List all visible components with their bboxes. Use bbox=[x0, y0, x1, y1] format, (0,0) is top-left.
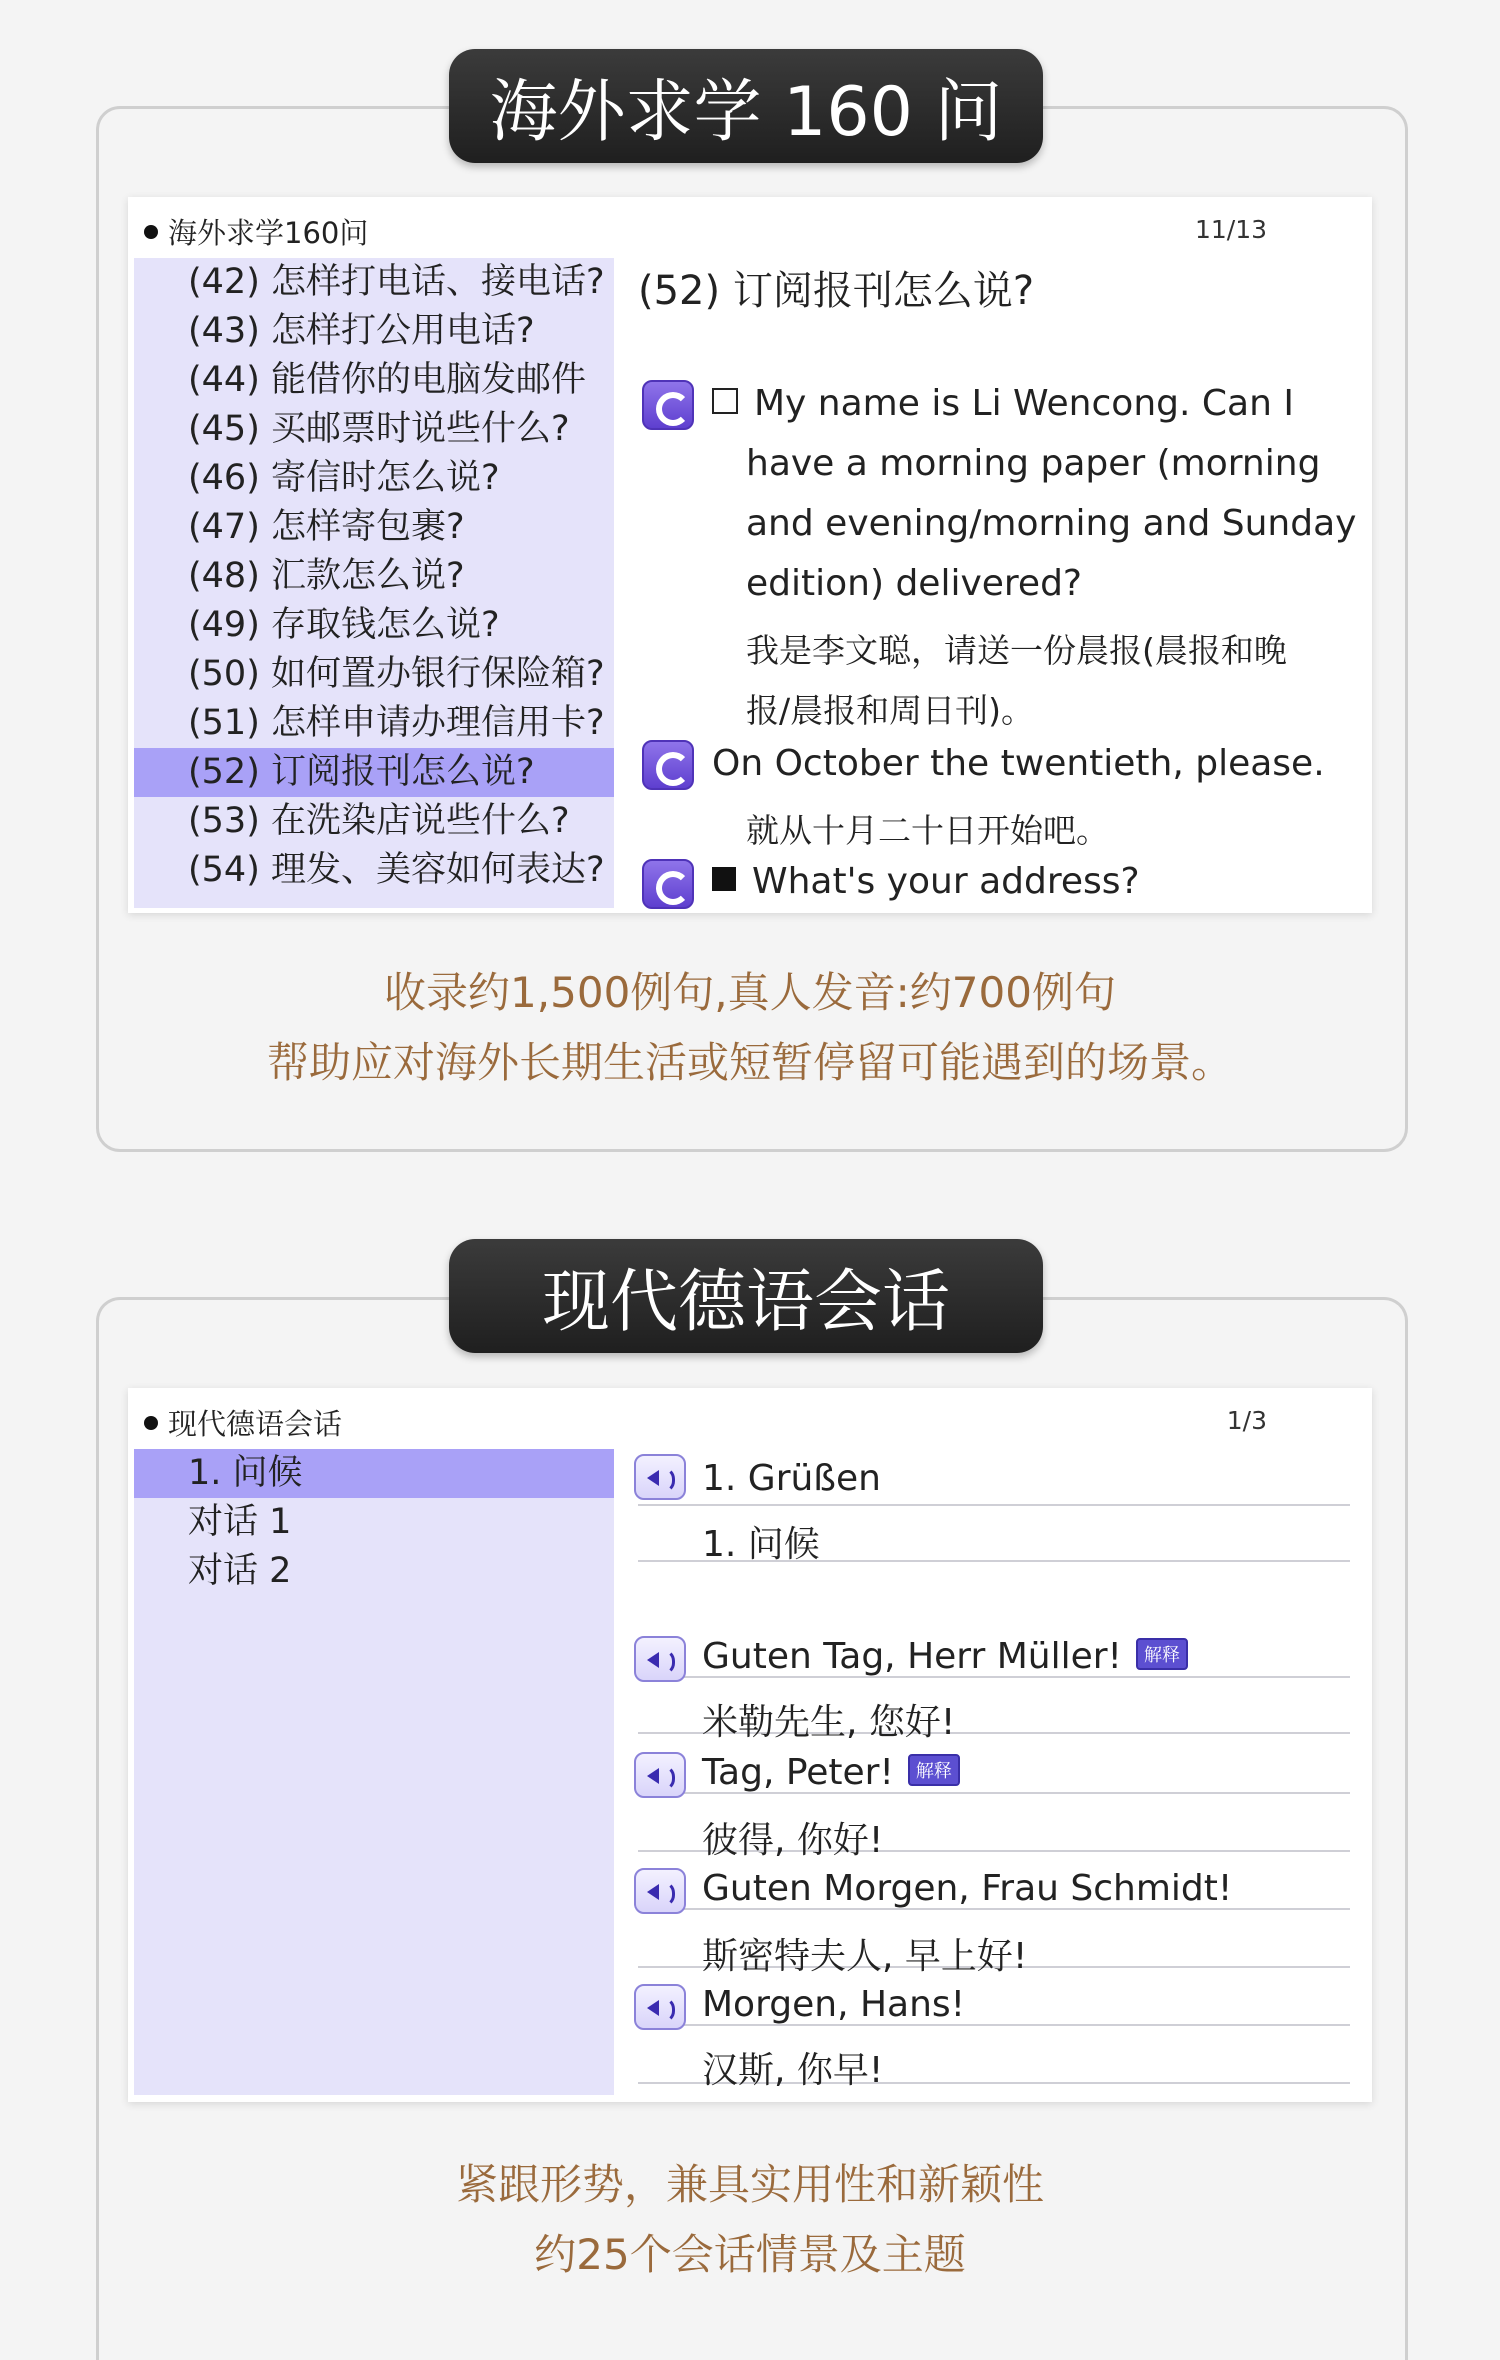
section-heading-german: 现代德语会话 bbox=[449, 1239, 1043, 1353]
lesson-translation: 1. 问候 bbox=[702, 1524, 820, 1565]
conversation-icon[interactable] bbox=[642, 859, 694, 909]
sentence-german: Morgen, Hans! bbox=[702, 1984, 966, 2025]
speaker-icon[interactable] bbox=[634, 1752, 686, 1798]
screen-header: 海外求学160问 bbox=[144, 211, 368, 252]
speaker-icon[interactable] bbox=[634, 1636, 686, 1682]
speaker-icon[interactable] bbox=[634, 1454, 686, 1500]
toc-item[interactable]: (54) 理发、美容如何表达? bbox=[188, 850, 605, 890]
toc-item[interactable]: (45) 买邮票时说些什么? bbox=[188, 409, 570, 449]
sentence-line: and evening/morning and Sunday bbox=[746, 503, 1357, 544]
question-title: (52) 订阅报刊怎么说? bbox=[638, 268, 1035, 314]
toc-item[interactable]: (43) 怎样打公用电话? bbox=[188, 311, 535, 351]
sentence-line: What's your address? bbox=[712, 861, 1140, 902]
device-screen-overseas bbox=[128, 197, 1372, 913]
translation-line: 报/晨报和周日刊)。 bbox=[746, 691, 1034, 730]
lesson-title: 1. Grüßen bbox=[702, 1458, 881, 1499]
toc-item[interactable]: (48) 汇款怎么说? bbox=[188, 556, 465, 596]
conversation-icon[interactable] bbox=[642, 380, 694, 430]
toc-item[interactable]: 对话 2 bbox=[188, 1551, 292, 1591]
sentence-line: My name is Li Wencong. Can I bbox=[712, 383, 1294, 424]
sentence-line: have a morning paper (morning bbox=[746, 443, 1321, 484]
device-screen-german bbox=[128, 1388, 1372, 2102]
sentence-german: Tag, Peter! 解释 bbox=[702, 1752, 960, 1793]
screen-header: 现代德语会话 bbox=[144, 1402, 342, 1443]
toc-item-selected[interactable]: (52) 订阅报刊怎么说? bbox=[134, 748, 614, 797]
sentence-translation: 斯密特夫人, 早上好! bbox=[702, 1936, 1028, 1977]
bullet-icon bbox=[144, 1416, 158, 1430]
page-indicator: 11/13 bbox=[1194, 215, 1267, 244]
caption-line: 紧跟形势，兼具实用性和新颖性 bbox=[455, 2160, 1044, 2209]
toc-item[interactable]: (44) 能借你的电脑发邮件 bbox=[188, 360, 586, 400]
sentence-translation: 米勒先生, 您好! bbox=[702, 1702, 956, 1743]
toc-item[interactable]: (50) 如何置办银行保险箱? bbox=[188, 654, 605, 694]
sentence-translation: 汉斯, 你早! bbox=[702, 2050, 884, 2091]
speaker-icon[interactable] bbox=[634, 1984, 686, 2030]
checkbox-empty-icon bbox=[712, 388, 738, 414]
caption-line: 收录约1,500例句,真人发音:约700例句 bbox=[384, 968, 1116, 1017]
translation-line: 就从十月二十日开始吧。 bbox=[746, 811, 1109, 850]
toc-item[interactable]: (49) 存取钱怎么说? bbox=[188, 605, 500, 645]
speaker-icon[interactable] bbox=[634, 1868, 686, 1914]
toc-list bbox=[134, 1449, 614, 2095]
caption-line: 帮助应对海外长期生活或短暂停留可能遇到的场景。 bbox=[266, 1038, 1233, 1087]
explain-badge[interactable]: 解释 bbox=[908, 1754, 960, 1786]
sentence-german: Guten Tag, Herr Müller! 解释 bbox=[702, 1636, 1188, 1677]
conversation-icon[interactable] bbox=[642, 740, 694, 790]
checkbox-filled-icon bbox=[712, 867, 736, 891]
bullet-icon bbox=[144, 225, 158, 239]
toc-item[interactable]: (47) 怎样寄包裹? bbox=[188, 507, 465, 547]
toc-item[interactable]: 对话 1 bbox=[188, 1502, 292, 1542]
page-indicator: 1/3 bbox=[1226, 1406, 1267, 1435]
toc-item[interactable]: (46) 寄信时怎么说? bbox=[188, 458, 500, 498]
sentence-german: Guten Morgen, Frau Schmidt! bbox=[702, 1868, 1233, 1909]
sentence-line: edition) delivered? bbox=[746, 563, 1083, 604]
toc-item[interactable]: (51) 怎样申请办理信用卡? bbox=[188, 703, 605, 743]
translation-line: 我是李文聪，请送一份晨报(晨报和晚 bbox=[746, 631, 1287, 670]
toc-item[interactable]: (53) 在洗染店说些什么? bbox=[188, 801, 570, 841]
toc-item[interactable]: (42) 怎样打电话、接电话? bbox=[188, 262, 605, 302]
caption-line: 约25个会话情景及主题 bbox=[534, 2230, 966, 2279]
toc-list bbox=[134, 258, 614, 908]
toc-item-selected[interactable]: 1. 问候 bbox=[134, 1449, 614, 1498]
explain-badge[interactable]: 解释 bbox=[1136, 1638, 1188, 1670]
sentence-line: On October the twentieth, please. bbox=[712, 743, 1325, 784]
section-heading-overseas: 海外求学 160 问 bbox=[449, 49, 1043, 163]
sentence-translation: 彼得, 你好! bbox=[702, 1820, 884, 1861]
